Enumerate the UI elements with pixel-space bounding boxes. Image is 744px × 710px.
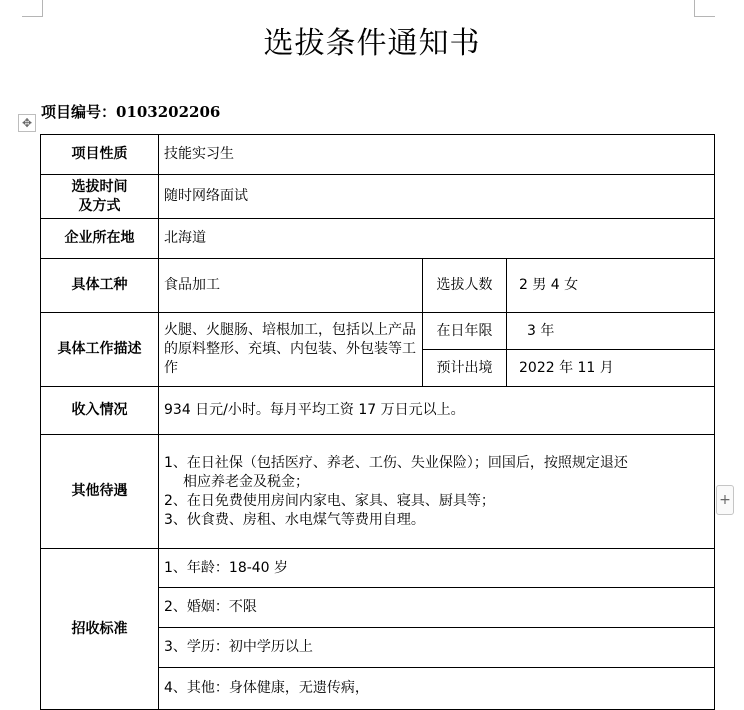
headcount-value: 2 男 4 女	[507, 259, 715, 313]
move-icon[interactable]: ✥	[18, 114, 36, 132]
benefits-item-1-cont: 相应养老金及税金；	[183, 473, 309, 490]
criteria-item-3: 3、学历：初中学历以上	[159, 628, 715, 668]
criteria-item-1: 1、年龄：18-40 岁	[159, 549, 715, 588]
nature-label: 项目性质	[41, 135, 159, 175]
selection-label-line-1: 选拔时间	[71, 178, 128, 195]
years-value: 3 年	[507, 313, 715, 350]
work-desc-label: 具体工作描述	[41, 313, 159, 387]
criteria-label: 招收标准	[41, 549, 159, 710]
table-row	[41, 259, 715, 313]
location-label: 企业所在地	[41, 219, 159, 259]
plus-icon[interactable]: +	[716, 485, 734, 515]
job-type-label: 具体工种	[41, 259, 159, 313]
table-row	[41, 435, 715, 549]
location-value: 北海道	[159, 219, 715, 259]
income-label: 收入情况	[41, 387, 159, 435]
table-row	[41, 175, 715, 219]
work-desc-value: 火腿、火腿肠、培根加工，包括以上产品的原料整形、充填、内包装、外包装等工作	[159, 313, 423, 387]
departure-value: 2022 年 11 月	[507, 350, 715, 387]
table-row	[41, 219, 715, 259]
nature-value: 技能实习生	[159, 135, 715, 175]
table-row	[41, 549, 715, 588]
table-row	[41, 387, 715, 435]
income-value: 934 日元/小时。每月平均工资 17 万日元以上。	[159, 387, 715, 435]
table-row	[41, 313, 715, 350]
selection-label	[41, 175, 159, 219]
benefits-label: 其他待遇	[41, 435, 159, 549]
selection-label-line-2: 及方式	[78, 197, 121, 214]
page-corner-mark-left	[22, 0, 43, 17]
years-label: 在日年限	[423, 313, 507, 350]
criteria-item-2: 2、婚姻：不限	[159, 588, 715, 628]
selection-value: 随时网络面试	[159, 175, 715, 219]
project-number: 项目编号：0103202206	[41, 103, 221, 121]
selection-conditions-table	[40, 134, 715, 710]
job-type-value: 食品加工	[159, 259, 423, 313]
benefits-value	[159, 435, 715, 549]
table-row	[41, 135, 715, 175]
departure-label: 预计出境	[423, 350, 507, 387]
benefits-item-2: 2、在日免费使用房间内家电、家具、寝具、厨具等；	[164, 492, 495, 509]
page-corner-mark-right	[694, 0, 715, 17]
benefits-item-3: 3、伙食费、房租、水电煤气等费用自理。	[164, 511, 425, 528]
criteria-item-4: 4、其他：身体健康，无遗传病，	[159, 668, 715, 710]
benefits-item-1: 1、在日社保（包括医疗、养老、工伤、失业保险）；回国后，按照规定退还	[164, 454, 628, 471]
headcount-label: 选拔人数	[423, 259, 507, 313]
document-title: 选拔条件通知书	[263, 26, 481, 61]
